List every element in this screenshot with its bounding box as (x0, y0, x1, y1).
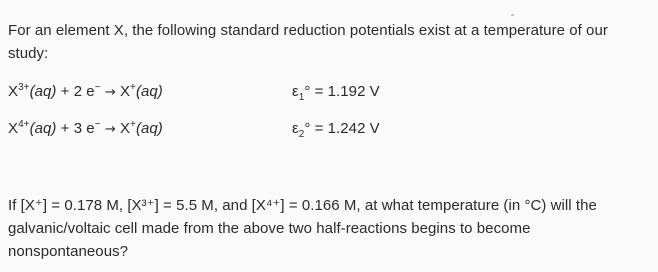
reaction-1-reactant-state: (aq) (29, 83, 57, 100)
stray-mark (511, 14, 514, 16)
reaction-1-arrow-icon: → (104, 85, 116, 100)
reaction-1-potential (292, 80, 380, 103)
reaction-1-potential-symbol: ε (292, 83, 299, 100)
reaction-1-product: X (119, 83, 131, 100)
reaction-2-reactant-state: (aq) (29, 120, 57, 137)
reaction-1-product-charge: + (130, 82, 136, 93)
reaction-1-product-state: (aq) (135, 83, 163, 100)
reaction-1-electron-charge: − (94, 82, 101, 93)
reaction-1-reactant-charge: 3+ (18, 82, 30, 93)
question-line-1: If [X⁺] = 0.178 M, [X³⁺] = 5.5 M, and [X⁴⁺] = 0.166 M, at what temperature (in °C) will the (8, 197, 597, 214)
reaction-2-electron-charge: − (94, 119, 101, 130)
reaction-1-reactant: X (8, 83, 19, 100)
intro-line-2: study: (8, 45, 49, 62)
reaction-1-electrons: + 2 e (56, 83, 95, 100)
reaction-2-potential-index: 2 (298, 129, 305, 140)
reaction-2-electrons: + 3 e (56, 120, 95, 137)
reaction-2-arrow-icon: → (104, 122, 116, 137)
question-line-2: galvanic/voltaic cell made from the above two half-reactions begins to become (8, 220, 531, 237)
reaction-2-reactant-charge: 4+ (18, 119, 30, 130)
reaction-2-potential-value: ° = 1.242 V (304, 120, 380, 137)
reaction-1-potential-value: ° = 1.192 V (304, 83, 380, 100)
reaction-1-potential-index: 1 (298, 92, 305, 103)
reaction-2-potential-symbol: ε (292, 120, 299, 137)
intro-line-1: For an element X, the following standard reduction potentials exist at a temperature of our (8, 22, 608, 39)
reaction-2-product-charge: + (130, 119, 136, 130)
reaction-1-equation (8, 80, 163, 104)
reaction-2-product-state: (aq) (135, 120, 163, 137)
question-line-3: nonspontaneous? (8, 243, 129, 260)
reaction-2-potential (292, 117, 380, 140)
reaction-2-product: X (119, 120, 131, 137)
reaction-2-equation (8, 117, 163, 141)
reaction-2-reactant: X (8, 120, 19, 137)
